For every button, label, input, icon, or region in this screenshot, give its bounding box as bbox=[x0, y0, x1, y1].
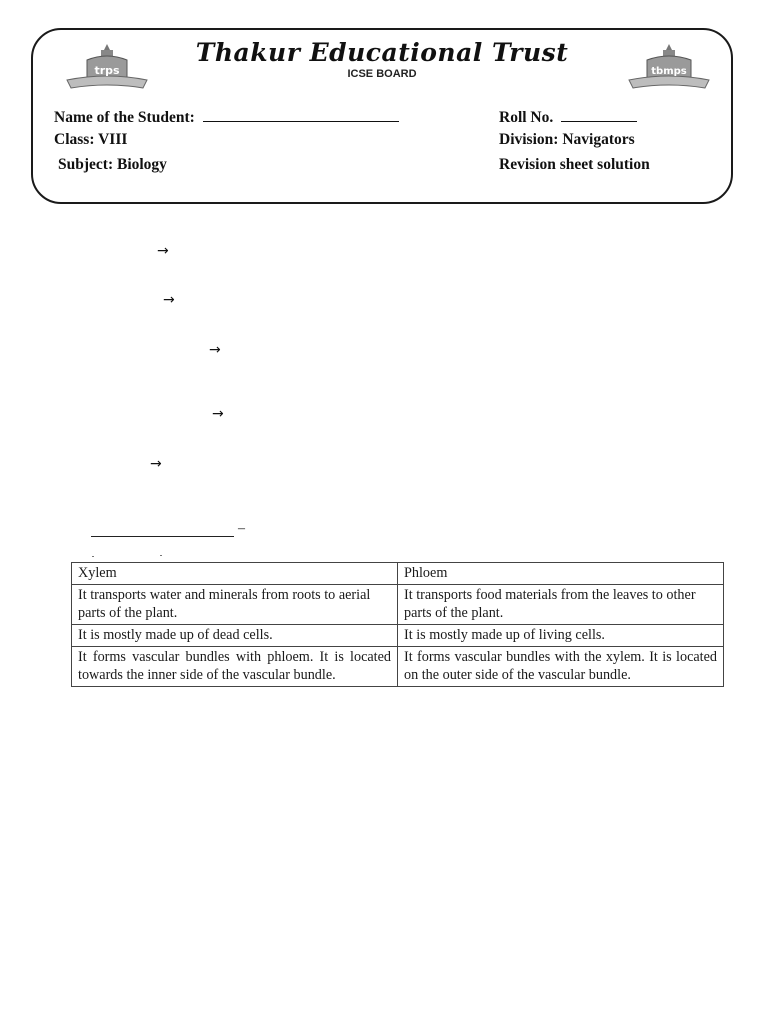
student-name-field bbox=[54, 109, 399, 127]
scan-speck bbox=[160, 555, 162, 556]
answer-blank-line bbox=[91, 536, 234, 537]
school-crest-logo-right bbox=[627, 42, 711, 94]
roll-no-label: Roll No. bbox=[499, 109, 554, 126]
xylem-phloem-table bbox=[71, 562, 724, 687]
answer-arrow-icon: → bbox=[212, 406, 224, 422]
header-box bbox=[31, 28, 733, 204]
board-label: ICSE BOARD bbox=[347, 68, 417, 80]
subject-label: Subject: bbox=[58, 156, 114, 173]
sheet-type: Revision sheet solution bbox=[499, 156, 650, 173]
table-row bbox=[72, 585, 724, 625]
answer-dash: – bbox=[238, 521, 245, 536]
roll-no-blank bbox=[561, 109, 637, 122]
roll-no-field bbox=[499, 109, 637, 127]
table-cell: It transports water and minerals from roots to aerial parts of the plant. bbox=[72, 585, 398, 625]
subject-value: Biology bbox=[116, 156, 167, 173]
class-field bbox=[54, 131, 127, 149]
trust-title: Thakur Educational Trust bbox=[195, 38, 569, 67]
table-header-row bbox=[72, 563, 724, 585]
class-value: VIII bbox=[98, 131, 128, 148]
table-cell: It is mostly made up of living cells. bbox=[398, 625, 724, 647]
division-label: Division: bbox=[499, 131, 559, 148]
answer-arrow-icon: → bbox=[163, 292, 175, 308]
table-cell: It forms vascular bundles with the xylem. It is located on the outer side of the vascular bundle. bbox=[398, 647, 724, 687]
division-value: Navigators bbox=[562, 131, 635, 148]
table-cell: It transports food materials from the leaves to other parts of the plant. bbox=[398, 585, 724, 625]
subject-field bbox=[58, 156, 167, 174]
scan-speck bbox=[92, 556, 94, 557]
answer-arrow-icon: → bbox=[209, 342, 221, 358]
logo-left-text: trps bbox=[94, 64, 120, 77]
division-field bbox=[499, 131, 635, 149]
table-row bbox=[72, 647, 724, 687]
class-label: Class: bbox=[54, 131, 95, 148]
answer-arrow-icon: → bbox=[157, 243, 169, 259]
table-cell: It is mostly made up of dead cells. bbox=[72, 625, 398, 647]
table-header-phloem: Phloem bbox=[398, 563, 724, 585]
logo-right-text: tbmps bbox=[651, 66, 687, 77]
table-row bbox=[72, 625, 724, 647]
answer-arrow-icon: → bbox=[150, 456, 162, 472]
student-name-label: Name of the Student: bbox=[54, 109, 195, 126]
table-header-xylem: Xylem bbox=[72, 563, 398, 585]
student-name-blank bbox=[203, 109, 399, 122]
table-cell: It forms vascular bundles with phloem. It is located towards the inner side of the vascular bundle. bbox=[72, 647, 398, 687]
